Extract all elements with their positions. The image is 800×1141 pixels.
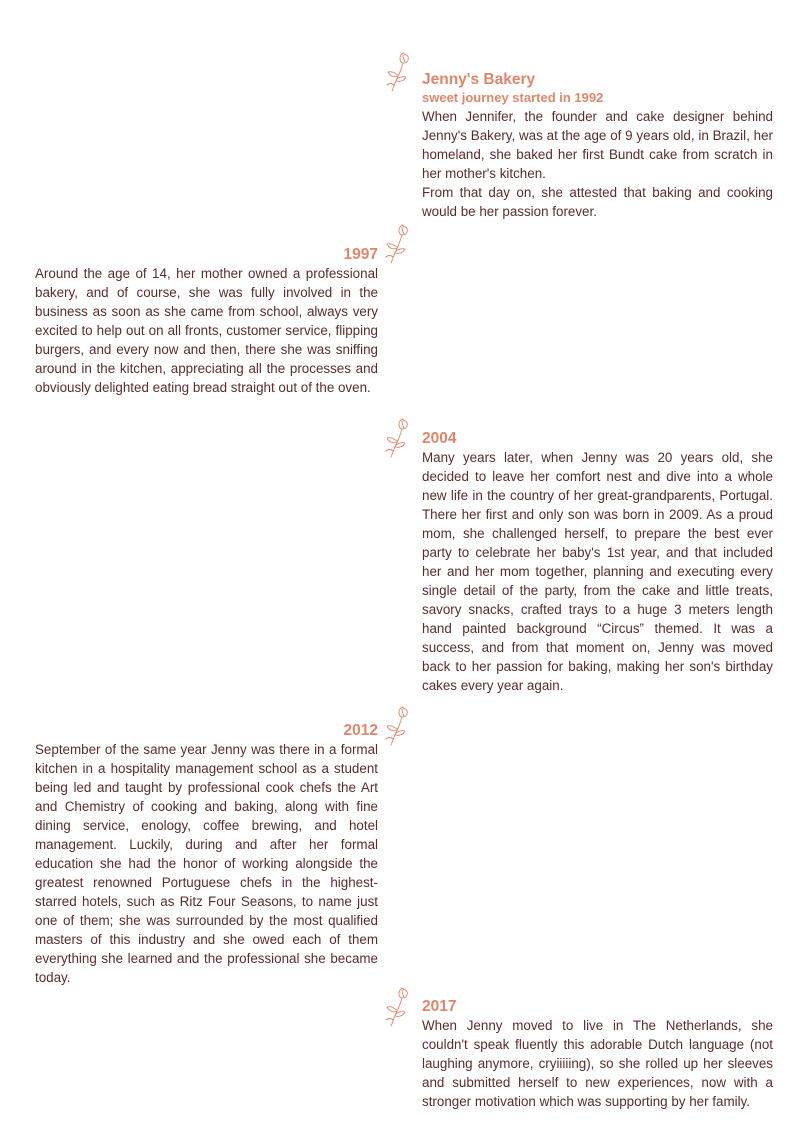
timeline-entry-2004 [422,429,773,695]
timeline-entry-1997 [35,245,378,397]
tulip-icon [386,50,414,94]
entry-title: Jenny's Bakery [422,71,536,88]
entry-paragraph: Around the age of 14, her mother owned a professional bakery, and of course, she was fully involved in the business as soon as she came from school, always very excited to help out on all fronts, customer service, flipping burgers, and every now and then, there she was sniffing around in the kitchen, appreciating all the processes and obviously delighted eating bread straight out of the oven. [35,266,378,395]
entry-paragraph: From that day on, she attested that baking and cooking would be her passion forever. [422,185,773,219]
timeline-entry-2012 [35,721,378,987]
tulip-icon [385,704,413,748]
entry-year: 2004 [422,430,457,447]
entry-year: 2017 [422,998,457,1015]
entry-paragraph: When Jenny moved to live in The Netherlands, she couldn't speak fluently this adorable Dutch language (not laughing anymore, cryiiiiing), so she rolled up her sleeves and submitted herself to new experiences, now with a stronger motivation which was supporting by her family. [422,1018,773,1109]
timeline-entry-1992 [422,70,773,221]
entry-subtitle: sweet journey started in 1992 [422,90,604,105]
tulip-icon [385,416,413,460]
entry-year: 1997 [343,246,378,263]
tulip-icon [385,222,413,266]
timeline-entry-2017 [422,997,773,1111]
entry-paragraph: Many years later, when Jenny was 20 years old, she decided to leave her comfort nest and dive into a whole new life in the country of her great-grandparents, Portugal. There her first and only son was born in 2009. As a proud mom, she challenged herself, to prepare the best ever party to celebrate her baby's 1st year, and that included her and her mom together, planning and executing every single detail of the party, from the cake and little treats, savory snacks, crafted trays to a huge 3 meters length hand painted background “Circus” themed. It was a success, and from that moment on, Jenny was moved back to her passion for baking, making her son's birthday cakes every year again. [422,450,773,693]
entry-year: 2012 [343,722,378,739]
entry-paragraph: When Jennifer, the founder and cake designer behind Jenny's Bakery, was at the age of 9 years old, in Brazil, her homeland, she baked her first Bundt cake from scratch in her mother's kitchen. [422,109,773,181]
entry-paragraph: September of the same year Jenny was there in a formal kitchen in a hospitality management school as a student being led and taught by professional cook chefs the Art and Chemistry of cooking and baking, along with fine dining service, enology, coffee brewing, and hotel management. Luckily, during and after her formal education she had the honor of working alongside the greatest renowned Portuguese chefs in the highest-starred hotels, such as Ritz Four Seasons, to name just one of them; she was surrounded by the most qualified masters of this industry and she owed each of them everything she learned and the professional she became today. [35,742,378,985]
tulip-icon [385,985,413,1029]
